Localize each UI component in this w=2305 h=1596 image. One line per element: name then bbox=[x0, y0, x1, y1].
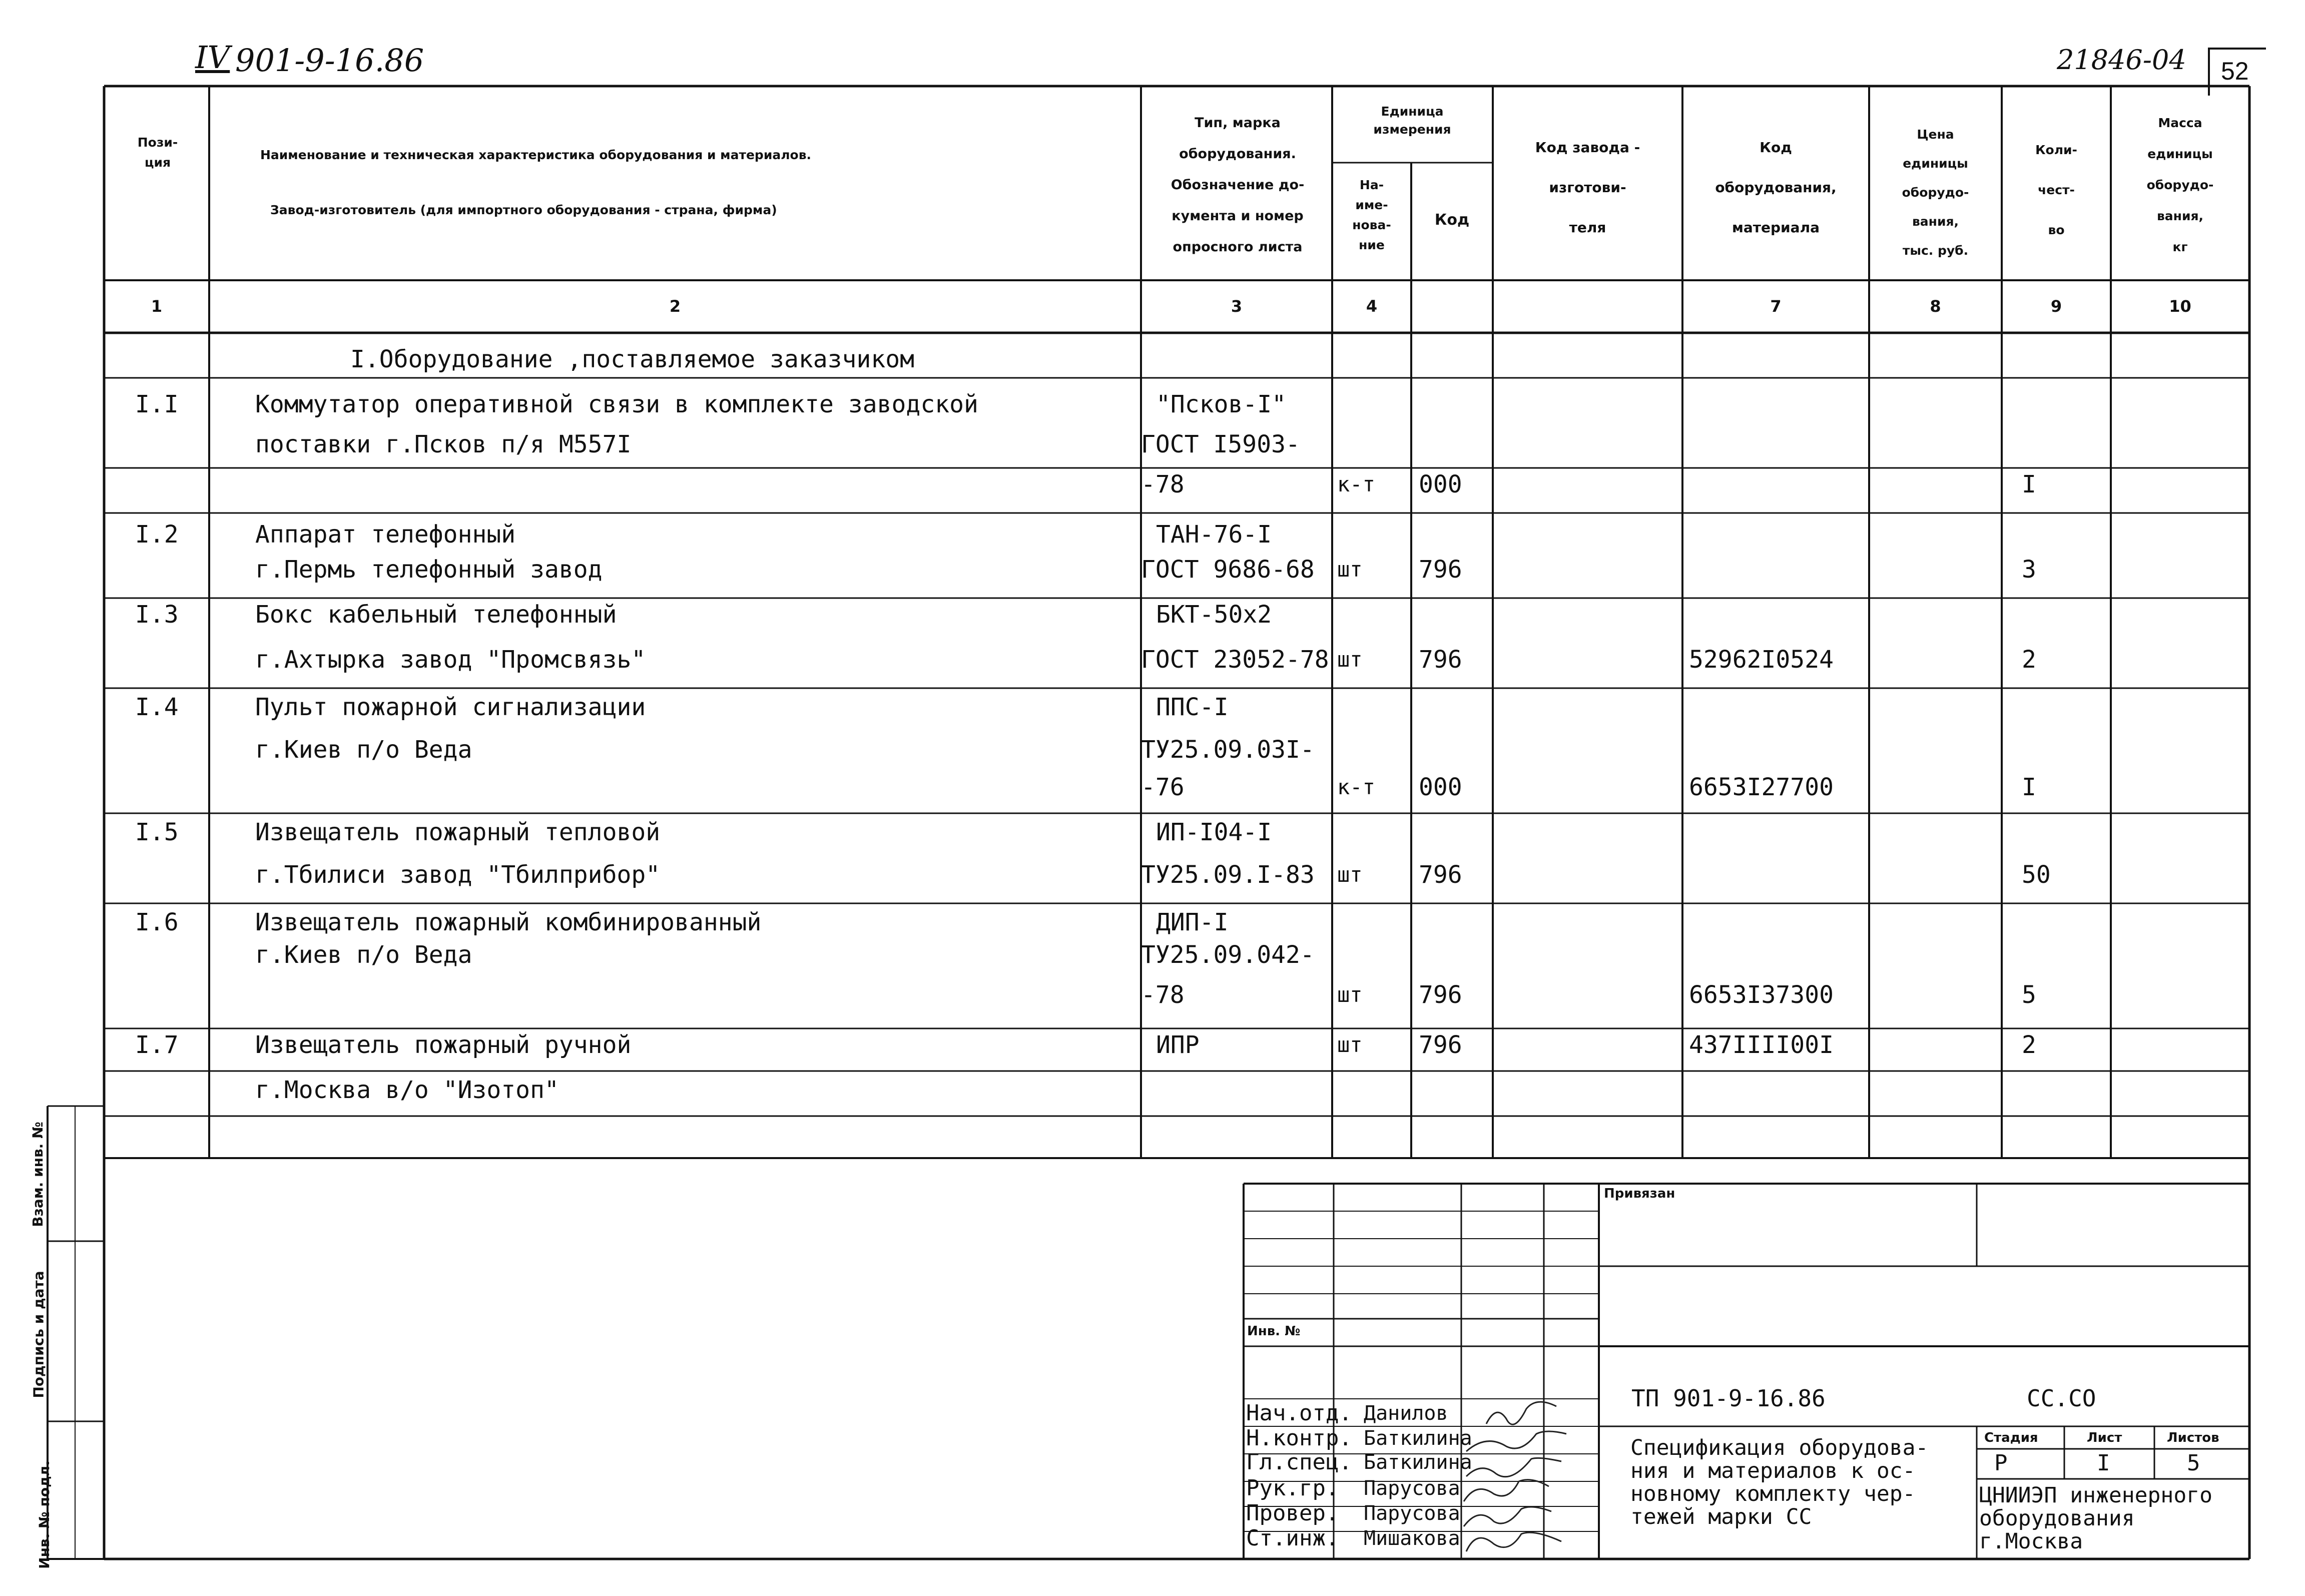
title-block-document-title: Спецификация оборудова- ния и материалов к ос- новному комплекту чер- тежей марки СС bbox=[1630, 1435, 1929, 1529]
row-17-eqcode: 437IIII00I bbox=[1689, 1031, 1834, 1059]
col-header-name: Наименование и техническая характеристика оборудования и материалов. bbox=[260, 148, 812, 162]
row-17-name: Извещатель пожарный ручной bbox=[255, 1031, 632, 1059]
row-12-pos: I.5 bbox=[135, 818, 179, 846]
row-2-type: "Псков-I" bbox=[1156, 390, 1287, 418]
row-13-unit: шт bbox=[1337, 862, 1363, 887]
title-block-sheet: I bbox=[2097, 1450, 2110, 1476]
row-16-code: 796 bbox=[1419, 981, 1462, 1009]
signer-name: Мишакова bbox=[1364, 1527, 1460, 1550]
row-14-type: ДИП-I bbox=[1156, 908, 1229, 936]
row-10-name: г.Киев п/о Веда bbox=[255, 736, 472, 764]
row-11-code: 000 bbox=[1419, 773, 1462, 801]
sheet-number: 52 bbox=[2221, 57, 2249, 85]
side-stamp-inv-podl: Инв. № подл. bbox=[36, 1460, 53, 1569]
col-number-1: 1 bbox=[151, 297, 163, 316]
row-8-eqcode: 52962I0524 bbox=[1689, 646, 1834, 674]
col-header-unit-code: Код bbox=[1434, 211, 1470, 229]
row-4-qty: I bbox=[2022, 470, 2036, 498]
signature-batkilina-1 bbox=[1466, 1431, 1566, 1451]
document-code: 901-9-16.86 bbox=[235, 42, 424, 79]
col-number-10: 10 bbox=[2169, 297, 2191, 316]
row-16-type: -78 bbox=[1141, 981, 1185, 1009]
row-8-code: 796 bbox=[1419, 646, 1462, 674]
row-4-unit: к-т bbox=[1337, 472, 1375, 496]
signer-name: Баткилина bbox=[1364, 1451, 1472, 1474]
row-14-pos: I.6 bbox=[135, 908, 179, 936]
col-number-9: 9 bbox=[2050, 297, 2062, 316]
row-17-unit: шт bbox=[1337, 1032, 1363, 1057]
row-9-pos: I.4 bbox=[135, 693, 179, 721]
title-block-mark: СС.СО bbox=[2027, 1385, 2096, 1412]
row-9-type: ППС-I bbox=[1156, 693, 1229, 721]
signer-name: Парусова bbox=[1364, 1502, 1460, 1525]
row-2-name: Коммутатор оперативной связи в комплекте заводской bbox=[255, 390, 978, 418]
archive-code: 21846-04 bbox=[2057, 44, 2186, 76]
title-block-inv-no: Инв. № bbox=[1247, 1324, 1301, 1339]
row-17-type: ИПР bbox=[1156, 1031, 1200, 1059]
row-11-unit: к-т bbox=[1337, 775, 1375, 799]
row-15-name: г.Киев п/о Веда bbox=[255, 941, 472, 969]
row-16-qty: 5 bbox=[2022, 981, 2036, 1009]
signature-parusova-2 bbox=[1464, 1507, 1551, 1526]
col-number-4: 4 bbox=[1366, 297, 1378, 316]
row-4-code: 000 bbox=[1419, 470, 1462, 498]
row-11-type: -76 bbox=[1141, 773, 1185, 801]
title-block-organization: ЦНИИЭП инженерного оборудования г.Москва bbox=[1979, 1483, 2212, 1554]
signer-role: Н.контр. bbox=[1246, 1425, 1352, 1451]
col-header-unit-name: На- име- нова- ние bbox=[1352, 178, 1391, 252]
title-block-privyazan: Привязан bbox=[1604, 1186, 1675, 1201]
row-11-eqcode: 6653I27700 bbox=[1689, 773, 1834, 801]
row-11-qty: I bbox=[2022, 773, 2036, 801]
row-6-code: 796 bbox=[1419, 556, 1462, 584]
row-8-unit: шт bbox=[1337, 647, 1363, 672]
row-5-type: ТАН-76-I bbox=[1156, 520, 1272, 549]
row-18-name: г.Москва в/о "Изотоп" bbox=[255, 1076, 559, 1104]
row-12-type: ИП-I04-I bbox=[1156, 818, 1272, 846]
row-8-name: г.Ахтырка завод "Промсвязь" bbox=[255, 646, 646, 674]
row-14-name: Извещатель пожарный комбинированный bbox=[255, 908, 762, 936]
row-16-unit: шт bbox=[1337, 982, 1363, 1007]
row-2-pos: I.I bbox=[135, 390, 179, 418]
col-number-8: 8 bbox=[1930, 297, 1941, 316]
row-6-type: ГОСТ 9686-68 bbox=[1141, 556, 1315, 584]
row-12-name: Извещатель пожарный тепловой bbox=[255, 818, 661, 846]
col-number-7: 7 bbox=[1770, 297, 1782, 316]
col-header-equipment-code: Код оборудования, материала bbox=[1715, 139, 1837, 236]
signer-role: Ст.инж. bbox=[1246, 1525, 1339, 1551]
row-5-name: Аппарат телефонный bbox=[255, 520, 516, 549]
row-3-name: поставки г.Псков п/я М557I bbox=[255, 430, 632, 458]
title-block-sheets-header: Листов bbox=[2167, 1430, 2219, 1445]
row-13-code: 796 bbox=[1419, 861, 1462, 889]
signer-role: Провер. bbox=[1246, 1500, 1339, 1526]
title-block-sheet-header: Лист bbox=[2087, 1430, 2122, 1445]
row-5-pos: I.2 bbox=[135, 520, 179, 549]
col-header-quantity: Коли- чест- во bbox=[2035, 143, 2077, 237]
signature-batkilina-2 bbox=[1466, 1458, 1561, 1476]
row-15-type: ТУ25.09.042- bbox=[1141, 941, 1315, 969]
col-header-manufacturer: Завод-изготовитель (для импортного оборудования - страна, фирма) bbox=[270, 203, 777, 217]
side-stamp-vzam-inv: Взам. инв. № bbox=[29, 1122, 46, 1227]
signer-name: Парусова bbox=[1364, 1477, 1460, 1500]
col-header-plant-code: Код завода - изготови- теля bbox=[1535, 139, 1640, 236]
row-6-name: г.Пермь телефонный завод bbox=[255, 556, 603, 584]
col-header-unit-group: Единица измерения bbox=[1373, 104, 1451, 137]
row-13-qty: 50 bbox=[2022, 861, 2051, 889]
row-7-name: Бокс кабельный телефонный bbox=[255, 601, 617, 629]
col-header-position: Пози- ция bbox=[137, 135, 178, 170]
title-block-sheets: 5 bbox=[2187, 1450, 2200, 1476]
album-number: IV bbox=[195, 39, 230, 76]
row-16-eqcode: 6653I37300 bbox=[1689, 981, 1834, 1009]
row-8-qty: 2 bbox=[2022, 646, 2036, 674]
signature-mishakova bbox=[1466, 1532, 1561, 1551]
col-number-2: 2 bbox=[669, 297, 681, 316]
title-block-stage-header: Стадия bbox=[1984, 1430, 2038, 1445]
side-stamp-signature-date: Подпись и дата bbox=[30, 1271, 47, 1398]
row-17-code: 796 bbox=[1419, 1031, 1462, 1059]
row-3-type: ГОСТ I5903- bbox=[1141, 430, 1300, 458]
row-17-pos: I.7 bbox=[135, 1031, 179, 1059]
row-8-type: ГОСТ 23052-78 bbox=[1141, 646, 1329, 674]
signature-danilov bbox=[1486, 1402, 1556, 1424]
row-17-qty: 2 bbox=[2022, 1031, 2036, 1059]
signer-name: Данилов bbox=[1364, 1402, 1448, 1425]
signature-parusova-1 bbox=[1464, 1480, 1549, 1501]
row-1-name: I.Оборудование ,поставляемое заказчиком bbox=[350, 345, 915, 373]
title-block-stage: Р bbox=[1994, 1450, 2008, 1476]
title-block-project-code: ТП 901-9-16.86 bbox=[1631, 1385, 1826, 1412]
col-number-3: 3 bbox=[1231, 297, 1243, 316]
col-header-type: Тип, марка оборудования. Обозначение до- кумента и номер опросного листа bbox=[1171, 115, 1305, 255]
signer-role: Гл.спец. bbox=[1246, 1449, 1352, 1475]
row-13-type: ТУ25.09.I-83 bbox=[1141, 861, 1315, 889]
row-4-type: -78 bbox=[1141, 470, 1185, 498]
row-7-pos: I.3 bbox=[135, 601, 179, 629]
row-9-name: Пульт пожарной сигнализации bbox=[255, 693, 646, 721]
row-7-type: БКТ-50х2 bbox=[1156, 601, 1272, 629]
col-header-mass: Масса единицы оборудо- вания, кг bbox=[2146, 116, 2214, 254]
signer-name: Баткилина bbox=[1364, 1427, 1472, 1450]
signer-role: Нач.отд. bbox=[1246, 1400, 1352, 1426]
row-13-name: г.Тбилиси завод "Тбилприбор" bbox=[255, 861, 661, 889]
row-6-qty: 3 bbox=[2022, 556, 2036, 584]
col-header-price: Цена единицы оборудо- вания, тыс. руб. bbox=[1902, 127, 1969, 258]
row-6-unit: шт bbox=[1337, 557, 1363, 582]
signer-role: Рук.гр. bbox=[1246, 1475, 1339, 1501]
row-10-type: ТУ25.09.03I- bbox=[1141, 736, 1315, 764]
